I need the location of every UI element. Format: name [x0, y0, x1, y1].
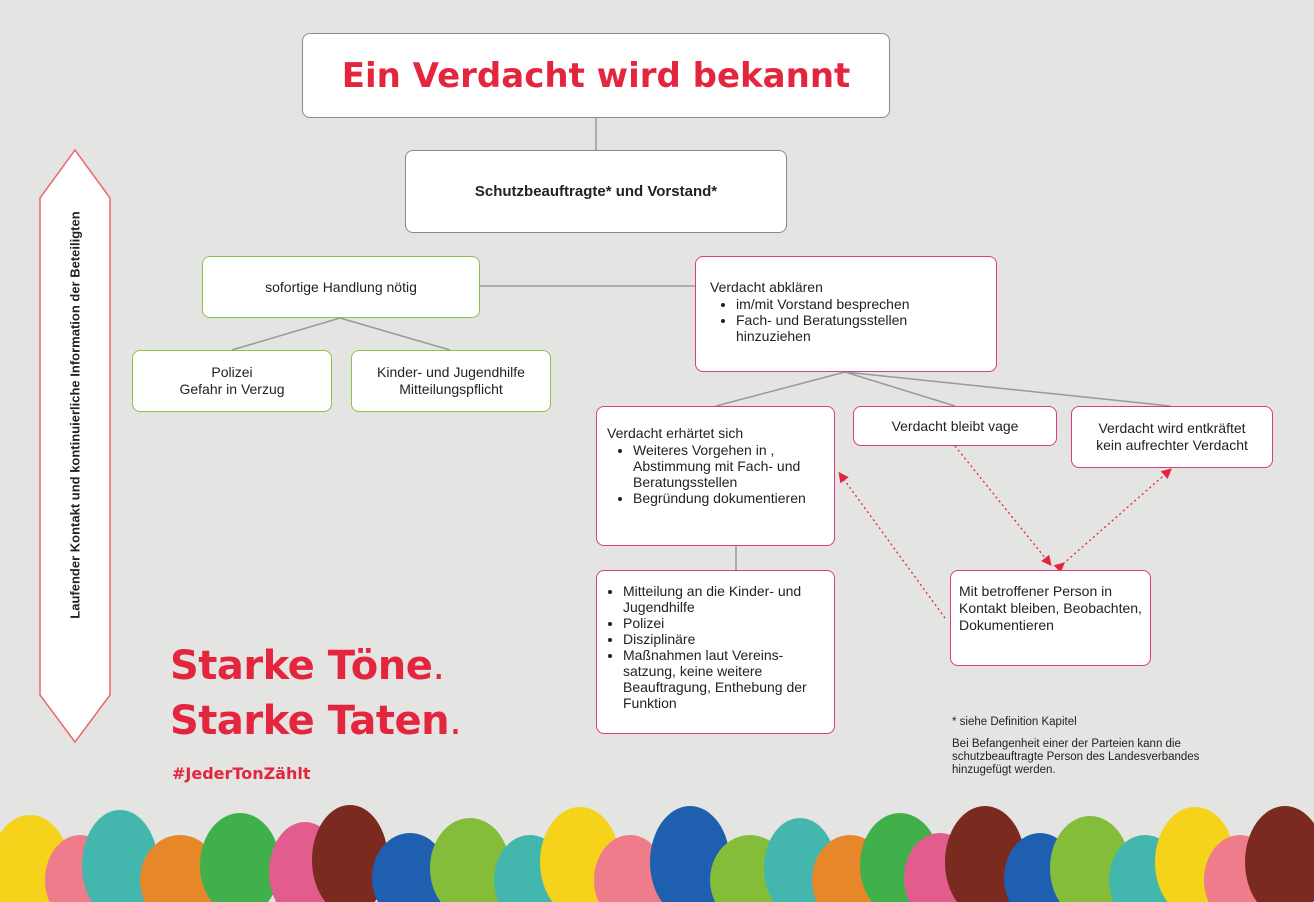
slogan-line2-text: Starke Taten [170, 698, 450, 744]
slogan-dot: . [432, 643, 445, 689]
bias-note: Bei Befangenheit einer der Parteien kann die schutzbeauftragte Person des Landesverbandes hinzugefügt werden. [952, 738, 1200, 776]
list-item: • Weiteres Vorgehen in , Abstimmung mit Fach- und Beratungsstellen [633, 442, 824, 490]
clarify-box [695, 256, 997, 372]
connector-clarify-confirmed [716, 372, 845, 406]
clarify-list [710, 296, 982, 344]
slogan-dot: . [449, 698, 462, 744]
vague-box [853, 406, 1057, 446]
contact-box [950, 570, 1151, 666]
police-box [132, 350, 332, 412]
dotted-arrow-vague-contact [955, 446, 1050, 564]
definition-note: * siehe Definition Kapitel [952, 716, 1077, 728]
connector-immediate-youth [340, 318, 450, 350]
refuted-line2: kein aufrechter Verdacht [1096, 437, 1248, 453]
list-item: • Fach- und Beratungsstellen hinzuziehen [736, 312, 982, 344]
slogan-line1-text: Starke Töne [170, 643, 433, 689]
list-item: • Disziplinäre [623, 631, 824, 647]
title-box [302, 33, 890, 118]
list-item: • im/mit Vorstand besprechen [736, 296, 982, 312]
measures-box [596, 570, 835, 734]
slogan-line1 [170, 643, 445, 689]
youth-welfare-line2: Mitteilungspflicht [399, 381, 503, 397]
page-title: Ein Verdacht wird bekannt [341, 55, 851, 96]
responsible-box [405, 150, 787, 233]
slogan-line2 [170, 698, 461, 744]
confirmed-heading: Verdacht erhärtet sich [607, 425, 744, 441]
measures-list [597, 583, 824, 711]
youth-welfare-line1: Kinder- und Jugendhilfe [377, 364, 525, 380]
list-item: • Maßnahmen laut Vereins-satzung, keine weitere Beauftragung, Enthebung der Funktion [623, 647, 824, 711]
confirmed-list [607, 442, 824, 506]
contact-text: Mit betroffener Person in Kontakt bleiben, Beobachten, Dokumentieren [959, 583, 1142, 633]
connector-clarify-refuted [845, 372, 1170, 406]
list-item: • Polizei [623, 615, 824, 631]
police-line1: Polizei [211, 364, 253, 380]
responsible-label: Schutzbeauftragte* und Vorstand* [474, 183, 718, 200]
youth-welfare-box [351, 350, 551, 412]
vague-label: Verdacht bleibt vage [891, 417, 1019, 434]
refuted-box [1071, 406, 1273, 468]
refuted-line1: Verdacht wird entkräftet [1098, 420, 1246, 436]
list-item: • Begründung dokumentieren [633, 490, 824, 506]
hands-decoration [0, 805, 1314, 902]
clarify-heading: Verdacht abklären [710, 279, 823, 295]
dotted-arrow-refuted-contact [1063, 470, 1170, 564]
police-line2: Gefahr in Verzug [179, 381, 285, 397]
list-item: • Mitteilung an die Kinder- und Jugendhilfe [623, 583, 824, 615]
hashtag: #JederTonZählt [172, 764, 311, 783]
immediate-action-box [202, 256, 480, 318]
dotted-arrow-contact-confirmed [840, 474, 945, 618]
connector-immediate-police [232, 318, 340, 350]
confirmed-box [596, 406, 835, 546]
immediate-action-label: sofortige Handlung nötig [265, 278, 417, 295]
side-label: Laufender Kontakt und kontinuierliche Information der Beteiligten [67, 211, 83, 619]
